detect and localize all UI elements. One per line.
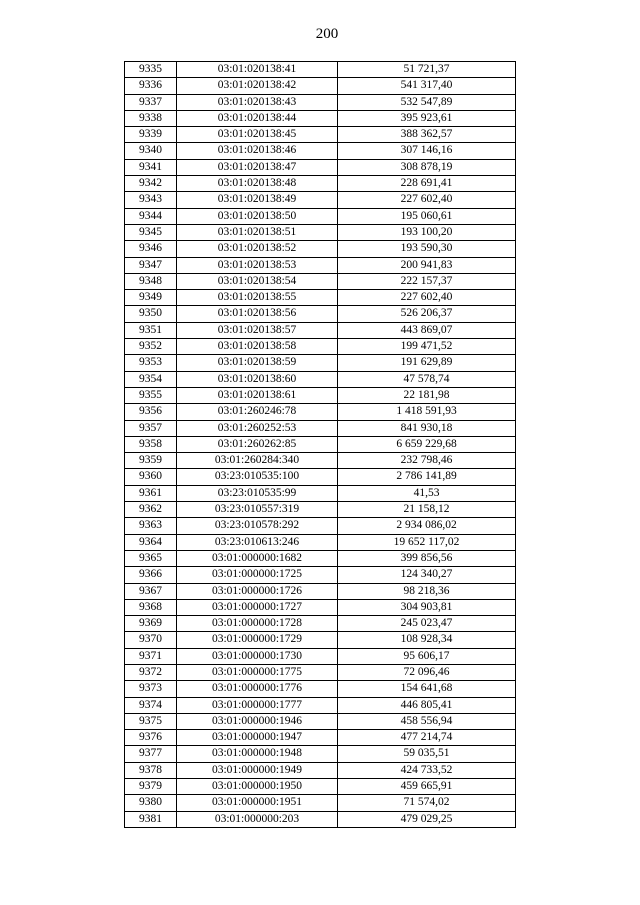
- cadastral-number-cell: 03:01:260246:78: [177, 404, 338, 420]
- value-cell: 395 923,61: [338, 110, 516, 126]
- cadastral-number-cell: 03:01:000000:1949: [177, 762, 338, 778]
- cadastral-number-cell: 03:01:000000:1725: [177, 567, 338, 583]
- row-number-cell: 9375: [125, 713, 177, 729]
- cadastral-number-cell: 03:01:000000:1950: [177, 779, 338, 795]
- table-row: [125, 583, 516, 599]
- table-row: [125, 534, 516, 550]
- cadastral-number-cell: 03:01:000000:1726: [177, 583, 338, 599]
- table-body: [125, 62, 516, 828]
- cadastral-number-cell: 03:01:000000:1727: [177, 599, 338, 615]
- row-number-cell: 9361: [125, 485, 177, 501]
- row-number-cell: 9380: [125, 795, 177, 811]
- table-row: [125, 730, 516, 746]
- value-cell: 72 096,46: [338, 664, 516, 680]
- row-number-cell: 9357: [125, 420, 177, 436]
- value-cell: 108 928,34: [338, 632, 516, 648]
- table-row: [125, 176, 516, 192]
- value-cell: 308 878,19: [338, 159, 516, 175]
- cadastral-number-cell: 03:01:000000:1947: [177, 730, 338, 746]
- table-row: [125, 697, 516, 713]
- table-row: [125, 811, 516, 827]
- row-number-cell: 9379: [125, 779, 177, 795]
- table-row: [125, 110, 516, 126]
- row-number-cell: 9373: [125, 681, 177, 697]
- table-row: [125, 550, 516, 566]
- table-row: [125, 241, 516, 257]
- value-cell: 191 629,89: [338, 355, 516, 371]
- table-row: [125, 681, 516, 697]
- row-number-cell: 9352: [125, 339, 177, 355]
- row-number-cell: 9341: [125, 159, 177, 175]
- table-row: [125, 306, 516, 322]
- table-row: [125, 192, 516, 208]
- cadastral-number-cell: 03:01:020138:50: [177, 208, 338, 224]
- value-cell: 195 060,61: [338, 208, 516, 224]
- value-cell: 2 786 141,89: [338, 469, 516, 485]
- cadastral-number-cell: 03:01:020138:52: [177, 241, 338, 257]
- value-cell: 199 471,52: [338, 339, 516, 355]
- value-cell: 541 317,40: [338, 78, 516, 94]
- value-cell: 41,53: [338, 485, 516, 501]
- cadastral-number-cell: 03:01:020138:51: [177, 224, 338, 240]
- table-row: [125, 94, 516, 110]
- row-number-cell: 9381: [125, 811, 177, 827]
- table-row: [125, 143, 516, 159]
- row-number-cell: 9335: [125, 62, 177, 78]
- table-row: [125, 453, 516, 469]
- value-cell: 193 100,20: [338, 224, 516, 240]
- cadastral-number-cell: 03:01:020138:61: [177, 387, 338, 403]
- cadastral-number-cell: 03:01:020138:44: [177, 110, 338, 126]
- row-number-cell: 9344: [125, 208, 177, 224]
- table-row: [125, 469, 516, 485]
- row-number-cell: 9367: [125, 583, 177, 599]
- cadastral-number-cell: 03:01:000000:1682: [177, 550, 338, 566]
- cadastral-number-cell: 03:23:010578:292: [177, 518, 338, 534]
- value-cell: 59 035,51: [338, 746, 516, 762]
- table-row: [125, 62, 516, 78]
- row-number-cell: 9346: [125, 241, 177, 257]
- table-row: [125, 208, 516, 224]
- value-cell: 446 805,41: [338, 697, 516, 713]
- value-cell: 399 856,56: [338, 550, 516, 566]
- cadastral-number-cell: 03:01:020138:49: [177, 192, 338, 208]
- cadastral-number-cell: 03:01:000000:1951: [177, 795, 338, 811]
- table-row: [125, 616, 516, 632]
- cadastral-number-cell: 03:01:020138:48: [177, 176, 338, 192]
- row-number-cell: 9374: [125, 697, 177, 713]
- cadastral-number-cell: 03:01:020138:41: [177, 62, 338, 78]
- value-cell: 98 218,36: [338, 583, 516, 599]
- value-cell: 443 869,07: [338, 322, 516, 338]
- table-row: [125, 339, 516, 355]
- table-row: [125, 567, 516, 583]
- row-number-cell: 9364: [125, 534, 177, 550]
- row-number-cell: 9362: [125, 502, 177, 518]
- value-cell: 19 652 117,02: [338, 534, 516, 550]
- cadastral-number-cell: 03:01:000000:1728: [177, 616, 338, 632]
- table-row: [125, 502, 516, 518]
- cadastral-number-cell: 03:01:000000:1948: [177, 746, 338, 762]
- value-cell: 388 362,57: [338, 127, 516, 143]
- row-number-cell: 9342: [125, 176, 177, 192]
- cadastral-number-cell: 03:01:000000:1729: [177, 632, 338, 648]
- row-number-cell: 9377: [125, 746, 177, 762]
- row-number-cell: 9369: [125, 616, 177, 632]
- cadastral-number-cell: 03:01:000000:203: [177, 811, 338, 827]
- value-cell: 22 181,98: [338, 387, 516, 403]
- value-cell: 154 641,68: [338, 681, 516, 697]
- value-cell: 47 578,74: [338, 371, 516, 387]
- cadastral-number-cell: 03:01:020138:58: [177, 339, 338, 355]
- value-cell: 227 602,40: [338, 290, 516, 306]
- cadastral-number-cell: 03:01:260262:85: [177, 436, 338, 452]
- table-row: [125, 404, 516, 420]
- table-row: [125, 436, 516, 452]
- row-number-cell: 9351: [125, 322, 177, 338]
- value-cell: 532 547,89: [338, 94, 516, 110]
- table-row: [125, 257, 516, 273]
- cadastral-number-cell: 03:01:260252:53: [177, 420, 338, 436]
- value-cell: 245 023,47: [338, 616, 516, 632]
- page-number: 200: [315, 26, 339, 42]
- row-number-cell: 9345: [125, 224, 177, 240]
- value-cell: 21 158,12: [338, 502, 516, 518]
- table-row: [125, 795, 516, 811]
- value-cell: 479 029,25: [338, 811, 516, 827]
- cadastral-value-table: [124, 61, 516, 828]
- cadastral-number-cell: 03:01:020138:59: [177, 355, 338, 371]
- value-cell: 459 665,91: [338, 779, 516, 795]
- table-row: [125, 355, 516, 371]
- row-number-cell: 9372: [125, 664, 177, 680]
- cadastral-number-cell: 03:01:020138:45: [177, 127, 338, 143]
- table-row: [125, 664, 516, 680]
- table-row: [125, 518, 516, 534]
- value-cell: 124 340,27: [338, 567, 516, 583]
- cadastral-number-cell: 03:01:000000:1777: [177, 697, 338, 713]
- cadastral-number-cell: 03:01:020138:42: [177, 78, 338, 94]
- value-cell: 304 903,81: [338, 599, 516, 615]
- row-number-cell: 9354: [125, 371, 177, 387]
- row-number-cell: 9340: [125, 143, 177, 159]
- table-row: [125, 127, 516, 143]
- row-number-cell: 9370: [125, 632, 177, 648]
- row-number-cell: 9347: [125, 257, 177, 273]
- table-row: [125, 290, 516, 306]
- cadastral-number-cell: 03:01:000000:1775: [177, 664, 338, 680]
- cadastral-number-cell: 03:01:000000:1946: [177, 713, 338, 729]
- cadastral-number-cell: 03:01:000000:1730: [177, 648, 338, 664]
- cadastral-number-cell: 03:01:260284:340: [177, 453, 338, 469]
- value-cell: 526 206,37: [338, 306, 516, 322]
- row-number-cell: 9368: [125, 599, 177, 615]
- row-number-cell: 9348: [125, 273, 177, 289]
- row-number-cell: 9365: [125, 550, 177, 566]
- value-cell: 222 157,37: [338, 273, 516, 289]
- table-row: [125, 632, 516, 648]
- value-cell: 228 691,41: [338, 176, 516, 192]
- value-cell: 307 146,16: [338, 143, 516, 159]
- row-number-cell: 9337: [125, 94, 177, 110]
- cadastral-number-cell: 03:23:010613:246: [177, 534, 338, 550]
- value-cell: 227 602,40: [338, 192, 516, 208]
- cadastral-number-cell: 03:01:020138:54: [177, 273, 338, 289]
- row-number-cell: 9336: [125, 78, 177, 94]
- row-number-cell: 9366: [125, 567, 177, 583]
- cadastral-number-cell: 03:01:020138:46: [177, 143, 338, 159]
- row-number-cell: 9358: [125, 436, 177, 452]
- row-number-cell: 9356: [125, 404, 177, 420]
- value-cell: 424 733,52: [338, 762, 516, 778]
- row-number-cell: 9376: [125, 730, 177, 746]
- row-number-cell: 9349: [125, 290, 177, 306]
- cadastral-number-cell: 03:23:010557:319: [177, 502, 338, 518]
- cadastral-number-cell: 03:01:000000:1776: [177, 681, 338, 697]
- value-cell: 2 934 086,02: [338, 518, 516, 534]
- row-number-cell: 9359: [125, 453, 177, 469]
- table-row: [125, 779, 516, 795]
- row-number-cell: 9339: [125, 127, 177, 143]
- row-number-cell: 9338: [125, 110, 177, 126]
- row-number-cell: 9378: [125, 762, 177, 778]
- value-cell: 841 930,18: [338, 420, 516, 436]
- row-number-cell: 9355: [125, 387, 177, 403]
- row-number-cell: 9360: [125, 469, 177, 485]
- value-cell: 477 214,74: [338, 730, 516, 746]
- value-cell: 232 798,46: [338, 453, 516, 469]
- row-number-cell: 9353: [125, 355, 177, 371]
- value-cell: 51 721,37: [338, 62, 516, 78]
- row-number-cell: 9343: [125, 192, 177, 208]
- table-row: [125, 371, 516, 387]
- table-row: [125, 762, 516, 778]
- table-row: [125, 599, 516, 615]
- table-row: [125, 273, 516, 289]
- row-number-cell: 9350: [125, 306, 177, 322]
- table-row: [125, 78, 516, 94]
- value-cell: 1 418 591,93: [338, 404, 516, 420]
- cadastral-number-cell: 03:01:020138:56: [177, 306, 338, 322]
- cadastral-number-cell: 03:01:020138:60: [177, 371, 338, 387]
- value-cell: 6 659 229,68: [338, 436, 516, 452]
- cadastral-number-cell: 03:23:010535:100: [177, 469, 338, 485]
- table-row: [125, 713, 516, 729]
- value-cell: 458 556,94: [338, 713, 516, 729]
- table-row: [125, 159, 516, 175]
- cadastral-number-cell: 03:01:020138:43: [177, 94, 338, 110]
- table-row: [125, 746, 516, 762]
- table-row: [125, 648, 516, 664]
- table-row: [125, 224, 516, 240]
- cadastral-number-cell: 03:01:020138:47: [177, 159, 338, 175]
- cadastral-number-cell: 03:01:020138:57: [177, 322, 338, 338]
- value-cell: 200 941,83: [338, 257, 516, 273]
- cadastral-number-cell: 03:23:010535:99: [177, 485, 338, 501]
- table-row: [125, 387, 516, 403]
- value-cell: 71 574,02: [338, 795, 516, 811]
- table-row: [125, 322, 516, 338]
- row-number-cell: 9371: [125, 648, 177, 664]
- table-row: [125, 485, 516, 501]
- row-number-cell: 9363: [125, 518, 177, 534]
- value-cell: 95 606,17: [338, 648, 516, 664]
- cadastral-number-cell: 03:01:020138:55: [177, 290, 338, 306]
- value-cell: 193 590,30: [338, 241, 516, 257]
- table-row: [125, 420, 516, 436]
- cadastral-number-cell: 03:01:020138:53: [177, 257, 338, 273]
